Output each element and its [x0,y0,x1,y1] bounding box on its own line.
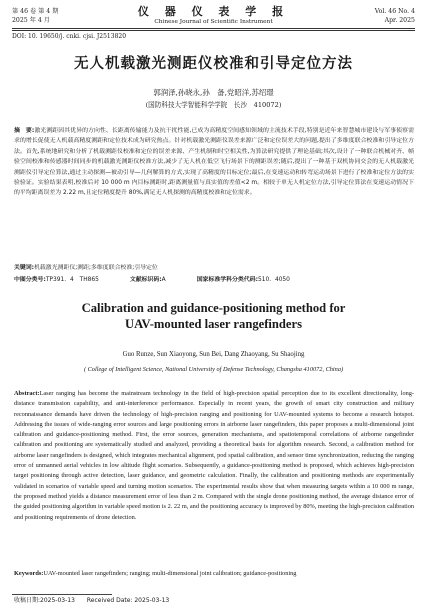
header-center [0,5,427,26]
keywords-en-text: UAV-mounted laser rangefinders; ranging; multi-dimensional joint calibration; guidance-positioning [43,570,297,577]
received-date: 收稿日期:2025-03-13 Received Date: 2025-03-13 [14,597,170,604]
affiliation-cn: (国防科技大学智能科学学院 长沙 410072) [145,101,282,109]
footnote-rule [12,594,112,595]
abstract-en-label: Abstract: [14,390,40,397]
subject-code-label: 国家标准学科分类代码: [196,277,258,283]
date-en: Apr. 2025 [384,17,415,24]
volume-issue-cn: 第 46 卷 第 4 期 [12,8,59,15]
affiliation-en: ( College of Intelligent Science, National University of Defense Technology, Changsha 410072, China) [83,366,344,373]
abstract-cn [14,126,414,199]
clc-label: 中图分类号: [14,277,46,283]
paper-title-en [0,300,427,332]
header-right [375,7,415,25]
paper-title-en-line1: Calibration and guidance-positioning method for [81,301,346,315]
header-rule-thin [12,30,415,31]
clc-number: TP391. 4 TH865 [45,277,99,283]
date-cn: 2025 年 4 月 [12,17,50,24]
journal-name-cn: 仪 器 仪 表 学 报 [137,5,290,18]
abstract-cn-label: 摘 要: [14,128,35,134]
abstract-en [14,389,414,523]
subject-code: 510. 4050 [257,277,290,283]
keywords-en-label: Keywords: [14,570,44,577]
journal-name-en: Chinese Journal of Scientific Instrument [154,19,273,25]
volume-issue-en: Vol. 46 No. 4 [374,8,415,15]
paper-title-cn: 无人机载激光测距仪校准和引导定位方法 [74,56,353,72]
authors-cn: 郭润泽,孙晓永,孙 备,党昭洋,苏绍璟 [153,88,274,97]
keywords-cn-label: 关键词: [14,265,35,271]
header-rule-thick [12,28,415,29]
doc-code: A [161,277,166,283]
authors-en: Guo Runze, Sun Xiaoyong, Sun Bei, Dang Zhaoyang, Su Shaojing [122,351,305,358]
keywords-cn-text: 机载激光测距仪;测距;多维度联合校准;引导定位 [34,265,158,271]
doc-code-label: 文献标识码: [129,277,162,283]
abstract-cn-text: 激光测距因其优异的方向性、长距离传输能力及抗干扰性能,已成为高精度空间感知领域的主流技术手段,特别是近年来智慧城市建设与军事侦察需求的增长促使无人机载高精度测距和定位技术成为研究热点。针对机载激光测距仪误差来源广泛和定位误差大的问题,提出了多维度联合校准和引导定位方法。首先,系统地研究和分析了机载测距仪校准和定位的误差来源、产生机制和时空相关性,为算法研究提供了理论基础;其次,设计了一种联合机械对齐、帧验空间校准和传感器时间同步的机载激光测距仪校准方法,减少了无人机在低空飞行场景下的测距误差;随后,提出了一种基于双机协同交会的无人机载激光测距仪引导定位算法,通过主动探测—被动引导—几何解算的方式,实现了高精度的目标定位;最后,在变速运动和转弯运动场景下进行了校准和定位方法的实验验证。实验结果表明,校准后对 10 000 m 内目标测距时,距离测量值与真实值的差值<2 m。相较于单无人机定位方法,引导定位算法在变速运动情况下的平均距离误差为 2.22 m,且定位精度提升 80%,满足无人机探测的高精度校准和定位需求。 [14,128,415,197]
abstract-en-text: Laser ranging has become the mainstream technology in the field of high-precision spatial perception due to its excellent directionality, long-distance transmission capability, and anti-interference performance. Especially in recent years, the growth of smart city construction and military reconnaissance demands have driven the technology of high-precision ranging and positioning for UAV-mounted systems to become a research hotspot. Addressing the issues of wide-ranging error sources and large positioning errors in airborne laser rangefinders, this paper proposes a multi-dimensional joint calibration and guidance-positioning method. First, the error sources, generation mechanisms, and spatiotemporal correlations of airborne rangefinder calibration and positioning are systematically studied and analyzed, providing a theoretical basis for algorithm research. Second, a calibration method for airborne laser rangefinders is designed, which integrates mechanical alignment, pod spatial calibration, and sensor time synchronization, reducing the ranging error of unmanned aerial vehicles in low altitude flight scenarios. Subsequently, a guidance-positioning method is proposed, which achieves high-precision target positioning through active detection, laser guidance, and geometric calculation. Finally, the calibration and positioning methods are experimentally validated in scenarios of variable speed and turning motion scenarios. The experimental results show that when measuring targets within a 10 000 m range, the proposed method yields a distance measurement error of less than 2 m. Compared with the single drone positioning method, the average distance error of the guided positioning algorithm in variable speed motion is 2. 22 m, and the positioning accuracy is improved by 80%, meeting the high-precision calibration and positioning requirements of drone detection. [14,390,414,521]
keywords-cn [14,263,414,273]
paper-title-en-line2: UAV-mounted laser rangefinders [124,317,302,331]
classification-cn [14,275,414,285]
keywords-en [14,569,414,579]
doi: DOI: 10. 19650/j. cnki. cjsi. J2513820 [12,33,127,40]
